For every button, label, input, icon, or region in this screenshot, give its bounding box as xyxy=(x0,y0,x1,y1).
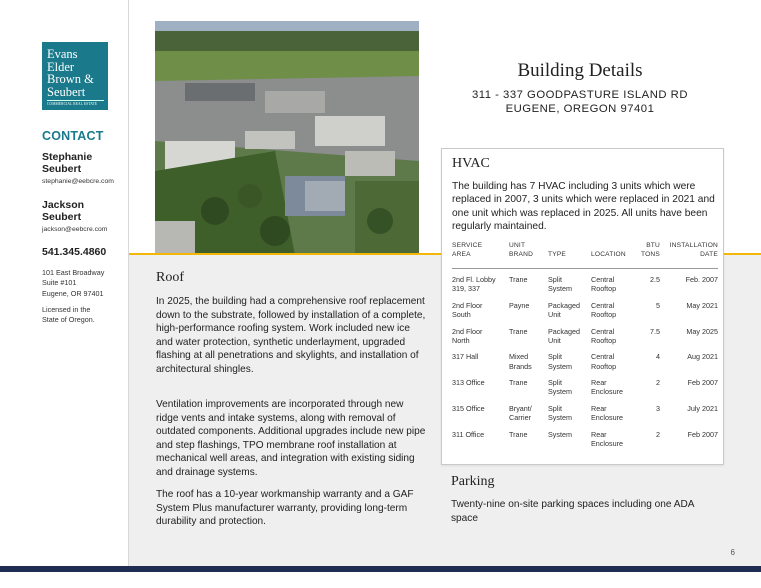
property-address-line2: EUGENE, OREGON 97401 xyxy=(505,103,655,115)
cell-line: 317 Hall xyxy=(452,352,479,362)
cell-line: July 2021 xyxy=(687,404,718,413)
cell-type xyxy=(548,301,591,319)
contact-email-link[interactable]: stephanie@eebcre.com xyxy=(42,178,114,185)
parking-description: Twenty-nine on-site parking spaces including one ADA space xyxy=(451,499,694,524)
column-header-location xyxy=(591,241,635,259)
cell-line: Rooftop xyxy=(591,335,617,345)
cell-line: 2nd Fl. Lobby xyxy=(452,275,496,284)
column-header-type xyxy=(548,241,591,259)
column-header-btu-tons xyxy=(634,241,660,259)
header-line: TYPE xyxy=(548,251,567,258)
logo-line: Brown & xyxy=(47,72,94,86)
cell-line: Packaged xyxy=(548,300,580,310)
logo-line: Evans xyxy=(47,47,78,61)
cell-service-area xyxy=(452,301,508,319)
cell-service-area xyxy=(452,378,508,387)
cell-type xyxy=(548,430,591,439)
header-line: SERVICE xyxy=(452,242,483,249)
logo-subtitle: COMMERCIAL REAL ESTATE xyxy=(47,100,104,106)
cell-line: 5 xyxy=(656,300,660,310)
roof-paragraph: The roof has a 10-year workmanship warranty and a GAF System Plus manufacturer warranty, providing long-term durability and protection. xyxy=(156,489,414,528)
cell-line: Feb 2007 xyxy=(687,378,718,388)
cell-line: North xyxy=(452,335,470,345)
table-row xyxy=(452,327,718,353)
cell-line: Trane xyxy=(509,378,528,388)
cell-unit-brand xyxy=(509,327,547,336)
header-line: AREA xyxy=(452,251,471,258)
roof-paragraph: Ventilation improvements are incorporated through new ridge vents and intake systems, along with removal of outdated components. Additional upgrades include new pipe and step flashings, TPO membrane roof installation at mechanical well areas, and integration with existing siding and drainage systems. xyxy=(156,399,426,478)
cell-btu-tons xyxy=(634,404,660,413)
cell-line: Rooftop xyxy=(591,284,617,294)
logo-line: Elder xyxy=(47,59,75,74)
cell-line: Split xyxy=(548,404,562,413)
table-row xyxy=(452,275,718,301)
table-row xyxy=(452,352,718,378)
contact-first-name: Jackson xyxy=(42,199,85,211)
footer-bar xyxy=(0,566,761,572)
cell-line: Packaged xyxy=(548,326,580,336)
hvac-panel xyxy=(441,148,724,465)
cell-line: 315 Office xyxy=(452,404,485,413)
cell-line: 313 Office xyxy=(452,378,485,388)
cell-line: Rear xyxy=(591,404,607,413)
office-address xyxy=(42,268,104,299)
cell-btu-tons xyxy=(634,327,660,336)
cell-line: Carrier xyxy=(509,413,531,423)
header-line: LOCATION xyxy=(591,251,626,258)
cell-line: Unit xyxy=(548,335,561,345)
cell-installation-date xyxy=(664,404,718,413)
header-line: BRAND xyxy=(509,251,534,258)
cell-line: System xyxy=(548,361,572,371)
header-line xyxy=(548,241,591,250)
cell-unit-brand xyxy=(509,352,547,370)
sidebar xyxy=(0,0,129,570)
cell-line: 4 xyxy=(656,352,660,362)
license-line: Licensed in the xyxy=(42,305,91,314)
contact-card xyxy=(42,199,126,233)
header-line: INSTALLATION xyxy=(669,242,718,249)
cell-installation-date xyxy=(664,430,718,439)
cell-line: 3 xyxy=(656,404,660,413)
cell-type xyxy=(548,352,591,370)
cell-line: 311 Office xyxy=(452,429,485,439)
aerial-photo-image xyxy=(155,21,419,255)
contact-first-name: Stephanie xyxy=(42,151,93,163)
cell-btu-tons xyxy=(634,378,660,387)
cell-service-area xyxy=(452,352,508,361)
aerial-photo xyxy=(155,21,419,255)
license-note xyxy=(42,305,112,325)
hvac-heading: HVAC xyxy=(452,156,490,171)
cell-line: Rooftop xyxy=(591,310,617,319)
cell-installation-date xyxy=(664,352,718,361)
header-line: UNIT xyxy=(509,242,526,249)
cell-service-area xyxy=(452,404,508,413)
cell-line: Feb. 2007 xyxy=(685,275,718,284)
cell-line: Rooftop xyxy=(591,361,617,371)
cell-line: 2 xyxy=(656,429,660,439)
cell-installation-date xyxy=(664,275,718,284)
cell-line: 319, 337 xyxy=(452,284,480,294)
phone-number[interactable]: 541.345.4860 xyxy=(42,246,107,258)
table-row xyxy=(452,378,718,404)
cell-line: 2 xyxy=(656,378,660,388)
cell-location xyxy=(591,327,635,345)
cell-line: Bryant/ xyxy=(509,404,532,413)
roof-heading: Roof xyxy=(156,270,184,285)
table-row xyxy=(452,430,718,456)
page-number: 6 xyxy=(730,548,735,557)
hvac-description: The building has 7 HVAC including 3 units which were replaced in 2007, 3 units which were replaced in 2021 and one unit which was replaced in 2025. All units have been regularly maintained. xyxy=(452,181,715,232)
cell-service-area xyxy=(452,275,508,293)
cell-line: Payne xyxy=(509,300,530,310)
cell-line: May 2025 xyxy=(686,326,718,336)
address-line: Suite #101 xyxy=(42,278,77,288)
cell-line: Central xyxy=(591,275,615,284)
cell-line: Trane xyxy=(509,429,528,439)
cell-btu-tons xyxy=(634,430,660,439)
cell-line: Trane xyxy=(509,275,528,284)
header-line: BTU xyxy=(646,242,660,249)
license-line: State of Oregon. xyxy=(42,315,95,324)
cell-location xyxy=(591,404,635,422)
company-logo[interactable] xyxy=(42,42,108,110)
cell-type xyxy=(548,404,591,422)
contact-last-name: Seubert xyxy=(42,163,82,175)
cell-line: Rear xyxy=(591,378,607,388)
address-line: Eugene, OR 97401 xyxy=(42,288,104,298)
cell-type xyxy=(548,378,591,396)
cell-location xyxy=(591,378,635,396)
cell-type xyxy=(548,327,591,345)
cell-service-area xyxy=(452,327,508,345)
cell-line: Aug 2021 xyxy=(687,352,718,362)
cell-unit-brand xyxy=(509,275,547,284)
header-line xyxy=(591,241,635,250)
cell-unit-brand xyxy=(509,378,547,387)
cell-unit-brand xyxy=(509,301,547,310)
table-row xyxy=(452,404,718,430)
cell-installation-date xyxy=(664,327,718,336)
column-header-service-area xyxy=(452,241,508,259)
hvac-table-header xyxy=(452,241,718,269)
cell-location xyxy=(591,301,635,319)
cell-line: Split xyxy=(548,378,562,388)
cell-line: Central xyxy=(591,300,615,310)
cell-btu-tons xyxy=(634,275,660,284)
cell-unit-brand xyxy=(509,404,547,422)
cell-line: 2.5 xyxy=(650,275,660,284)
cell-line: Trane xyxy=(509,326,528,336)
roof-paragraph: In 2025, the building had a comprehensive roof replacement down to the substrate, followed by installation of a complete, high-performance roofing system. Work included new ice and water protection, synthetic underlayment, upgraded flashing at all penetrations and skylights, and installation of architectural shingles. xyxy=(156,296,426,375)
cell-line: Enclosure xyxy=(591,439,623,448)
cell-location xyxy=(591,352,635,370)
contact-last-name: Seubert xyxy=(42,211,82,223)
cell-line: 7.5 xyxy=(650,326,660,336)
contact-card xyxy=(42,151,126,185)
table-row xyxy=(452,301,718,327)
cell-location xyxy=(591,275,635,293)
cell-location xyxy=(591,430,635,448)
cell-line: System xyxy=(548,387,572,397)
cell-line: Enclosure xyxy=(591,387,623,397)
cell-line: Split xyxy=(548,275,562,284)
cell-btu-tons xyxy=(634,352,660,361)
cell-service-area xyxy=(452,430,508,439)
contact-heading: CONTACT xyxy=(42,129,104,143)
column-header-unit-brand xyxy=(509,241,547,259)
cell-line: Central xyxy=(591,352,615,362)
page-title: Building Details xyxy=(517,60,643,81)
address-line: 101 East Broadway xyxy=(42,268,105,277)
cell-unit-brand xyxy=(509,430,547,439)
cell-line: 2nd Floor xyxy=(452,300,483,310)
cell-line: Mixed xyxy=(509,352,529,362)
parking-heading: Parking xyxy=(451,474,495,489)
cell-line: May 2021 xyxy=(686,300,718,310)
cell-line: Split xyxy=(548,352,562,362)
cell-line: Feb 2007 xyxy=(687,429,718,439)
cell-line: System xyxy=(548,429,572,439)
property-address-line1: 311 - 337 GOODPASTURE ISLAND RD xyxy=(472,89,688,101)
cell-line: System xyxy=(548,284,572,294)
cell-line: Brands xyxy=(509,361,532,371)
cell-installation-date xyxy=(664,378,718,387)
cell-btu-tons xyxy=(634,301,660,310)
header-line: DATE xyxy=(700,251,718,258)
logo-line: Seubert xyxy=(47,84,86,99)
cell-installation-date xyxy=(664,301,718,310)
cell-type xyxy=(548,275,591,293)
column-header-installation-date xyxy=(664,241,718,259)
cell-line: Enclosure xyxy=(591,413,623,423)
cell-line: System xyxy=(548,413,572,423)
cell-line: 2nd Floor xyxy=(452,326,483,336)
cell-line: Rear xyxy=(591,429,607,439)
cell-line: Central xyxy=(591,326,615,336)
contact-email-link[interactable]: jackson@eebcre.com xyxy=(42,226,108,233)
cell-line: Unit xyxy=(548,310,561,319)
header-line: TONS xyxy=(641,251,660,258)
cell-line: South xyxy=(452,310,471,319)
